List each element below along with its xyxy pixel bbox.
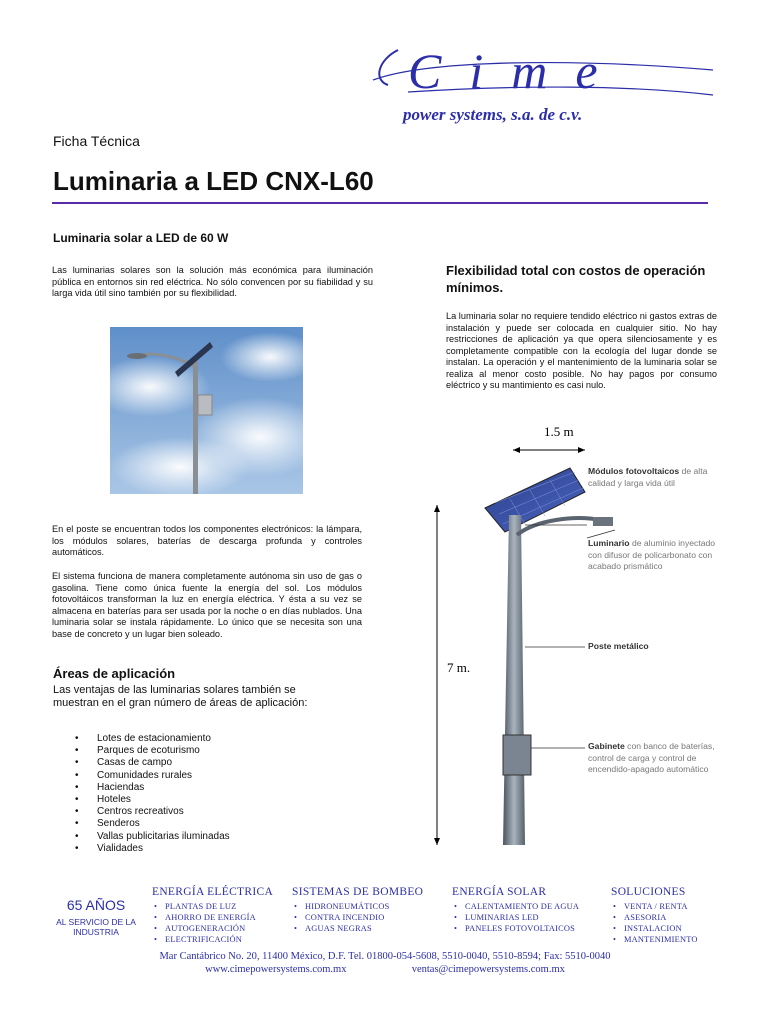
list-item: • AUTOGENERACIÓN [152,923,292,934]
list-item: • Parques de ecoturismo [75,745,230,757]
list-item: • VENTA / RENTA [611,901,721,912]
svg-text:Cime: Cime [408,43,626,99]
areas-heading: Áreas de aplicación [53,666,176,681]
list-item: • Lotes de estacionamiento [75,733,230,745]
list-item: • PLANTAS DE LUZ [152,901,292,912]
list-item: • Hoteles [75,794,230,806]
list-item: • ELECTRIFICACIÓN [152,934,292,945]
footer-col-energia-electrica: ENERGÍA ELÉCTRICA • PLANTAS DE LUZ • AHORRO DE ENERGÍA • AUTOGENERACIÓN • ELECTRIFICACIÓN [152,886,292,945]
document-type: Ficha Técnica [53,133,140,149]
list-item: • CONTRA INCENDIO [292,912,442,923]
flexibility-paragraph: La luminaria solar no requiere tendido eléctrico ni gastos extras de instalación y puede ser colocada en cualquier sitio. No hay restricciones de aplicación ya que opera silenciosamente y es completamente compatible con la ecología del lugar donde se instalan. La operación y el mantenimiento de la luminaria solar se realiza al menor costo posible. No hay pagos por consumo eléctrico y su mantimiento es casi nulo. [446,311,717,390]
list-item: • Casas de campo [75,757,230,769]
lamp-photo [110,327,303,494]
list-item: • Comunidades rurales [75,770,230,782]
list-item: • ASESORIA [611,912,721,923]
operation-paragraph: El sistema funciona de manera completamente autónoma sin uso de gas o gasolina. Tiene como única fuente la energía del sol. Los módulos fotovoltáicos transforman la luz en energía eléctrica. Y ésta a su vez se almacena en baterías para ser usada por la noche o en días nublados. Una luminaria solar se instala rápidamente. Lo único que se necesita son una base de concreto y un lugar bien soleado. [52,571,362,639]
list-item: • MANTENIMIENTO [611,934,721,945]
company-logo [368,40,718,130]
annotation-luminaire: Luminario de aluminio inyectado con difusor de policarbonato con acabado prismático [588,538,716,571]
years-badge [52,897,140,937]
footer-col-soluciones: SOLUCIONES • VENTA / RENTA • ASESORIA • INSTALACION • MANTENIMIENTO [611,886,721,945]
areas-list [75,733,230,855]
list-item: • LUMINARIAS LED [452,912,602,923]
email-link[interactable]: ventas@cimepowersystems.com.mx [411,964,565,975]
list-item: • Centros recreativos [75,806,230,818]
annotation-pole: Poste metálico [588,641,649,651]
years-subtext: AL SERVICIO DE LA INDUSTRIA [56,917,136,937]
annotation-cabinet: Gabinete con banco de baterías, control de carga y control de encendido-apagado automático [588,741,715,774]
annotation-pv-modules: Módulos fotovoltaicos de alta calidad y larga vida útil [588,466,708,488]
list-item: • Vallas publicitarias iluminadas [75,831,230,843]
components-paragraph: En el poste se encuentran todos los componentes electrónicos: la lámpara, los módulos solares, baterías de descarga profunda y controles automáticos. [52,524,362,557]
product-subtitle: Luminaria solar a LED de 60 W [53,231,229,245]
list-item: • AGUAS NEGRAS [292,923,442,934]
svg-text:1.5 m: 1.5 m [544,424,574,439]
title-divider [52,202,708,204]
address-line: Mar Cantábrico No. 20, 11400 México, D.F. Tel. 01800-054-5608, 5510-0040, 5510-8594; Fax: 5510-0040 [159,951,611,962]
areas-intro: Las ventajas de las luminarias solares también se muestran en el gran número de áreas de aplicación: [53,684,308,709]
list-item: • Haciendas [75,782,230,794]
years-text: 65 AÑOS [66,897,126,913]
website-link[interactable]: www.cimepowersystems.com.mx [205,964,347,975]
footer-col-energia-solar: ENERGÍA SOLAR • CALENTAMIENTO DE AGUA • LUMINARIAS LED • PANELES FOTOVOLTAICOS [452,886,602,934]
footer-contact [60,950,710,976]
flexibility-heading: Flexibilidad total con costos de operación mínimos. [446,263,706,295]
web-email-line [60,963,710,976]
list-item: • HIDRONEUMÁTICOS [292,901,442,912]
svg-text:7 m.: 7 m. [447,660,471,675]
footer-col-sistemas-bombeo: SISTEMAS DE BOMBEO • HIDRONEUMÁTICOS • CONTRA INCENDIO • AGUAS NEGRAS [292,886,442,934]
page-title: Luminaria a LED CNX-L60 [53,166,374,196]
list-item: • Senderos [75,818,230,830]
list-item: • CALENTAMIENTO DE AGUA [452,901,602,912]
svg-text:power systems, s.a. de c.v.: power systems, s.a. de c.v. [403,105,583,124]
list-item: • AHORRO DE ENERGÍA [152,912,292,923]
list-item: • Vialidades [75,843,230,855]
list-item: • PANELES FOTOVOLTAICOS [452,923,602,934]
list-item: • INSTALACION [611,923,721,934]
intro-paragraph: Las luminarias solares son la solución más económica para iluminación pública en entornos sin red eléctrica. No sólo convencen por su fiabilidad y su larga vida útil sino también por su flexibilidad. [52,265,373,298]
